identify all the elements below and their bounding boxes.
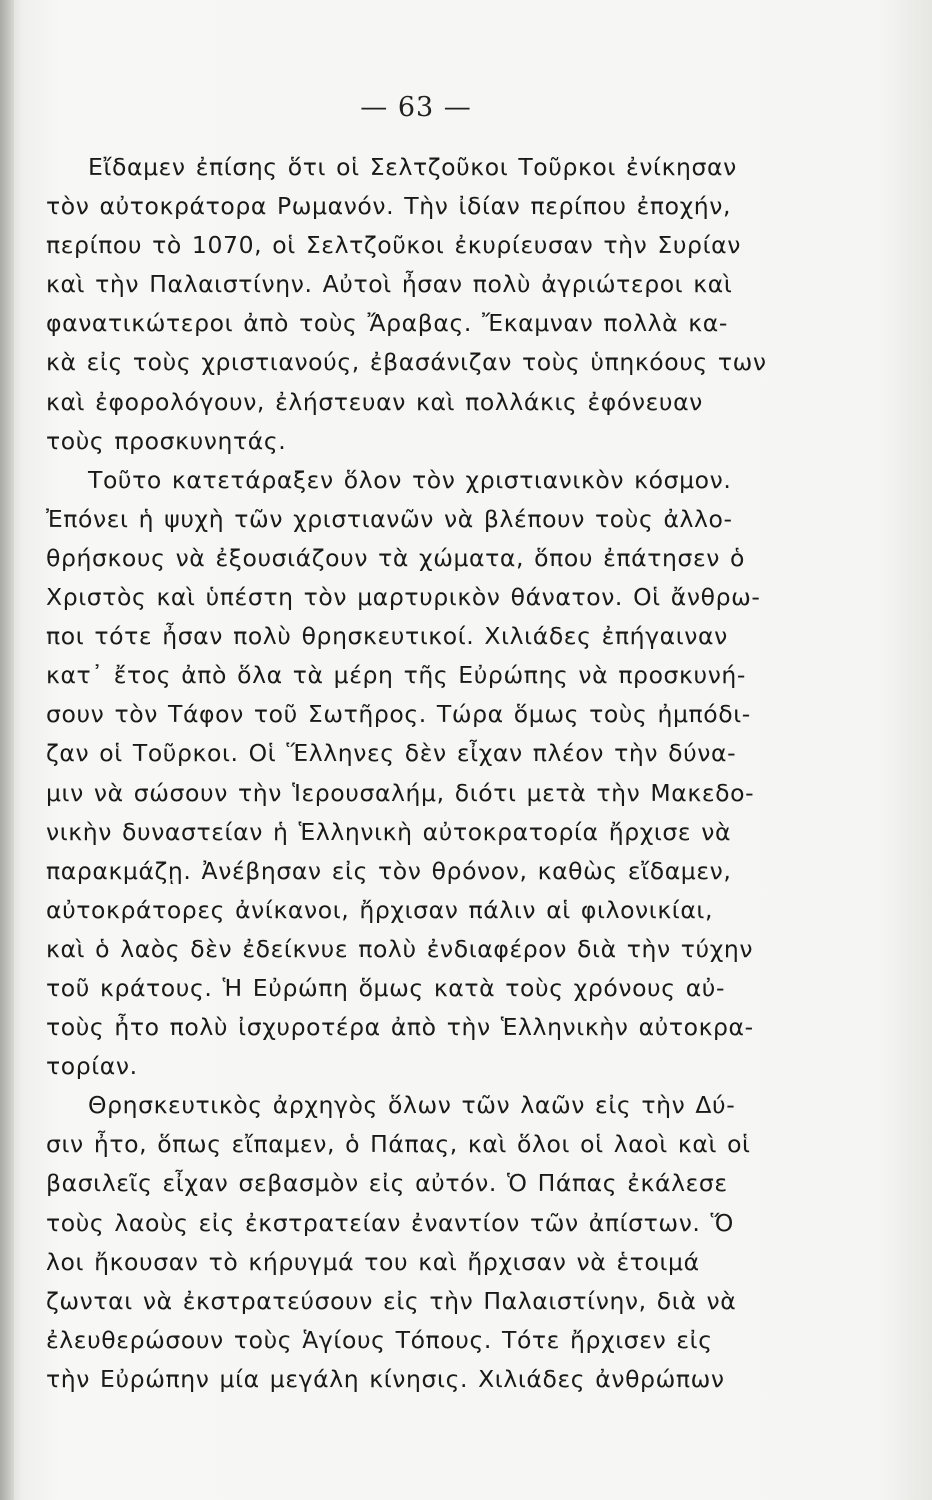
text-line: ζαν οἱ Τοῦρκοι. Οἱ Ἕλληνες δὲν εἶχαν πλέον τὴν δύνα- [46, 739, 737, 768]
text-line: λοι ἤκουσαν τὸ κήρυγμά του καὶ ἤρχισαν νὰ ἑτοιμά [46, 1247, 700, 1276]
text-line: τοὺς ἦτο πολὺ ἰσχυροτέρα ἀπὸ τὴν Ἑλληνικὴν αὐτοκρα- [46, 1013, 754, 1042]
text-line: κὰ εἰς τοὺς χριστιανούς, ἐβασάνιζαν τοὺς ὑπηκόους των [46, 348, 767, 377]
text-line: σουν τὸν Τάφον τοῦ Σωτῆρος. Τώρα ὅμως τοὺς ἠμπόδι- [46, 700, 751, 729]
text-line: νικὴν δυναστείαν ἡ Ἑλληνικὴ αὐτοκρατορία ἤρχισε νὰ [46, 817, 732, 846]
text-line: Τοῦτο κατετάραξεν ὅλον τὸν χριστιανικὸν κόσμον. [88, 465, 732, 494]
text-line: Εἴδαμεν ἐπίσης ὅτι οἱ Σελτζοῦκοι Τοῦρκοι ἐνίκησαν [88, 153, 737, 181]
text-line: αὐτοκράτορες ἀνίκανοι, ἤρχισαν πάλιν αἱ φιλονικίαι, [46, 895, 714, 924]
text-line: παρακμάζῃ. Ἀνέβησαν εἰς τὸν θρόνον, καθὼς εἴδαμεν, [46, 856, 732, 885]
text-line: περίπου τὸ 1070, οἱ Σελτζοῦκοι ἐκυρίευσαν τὴν Συρίαν [46, 231, 741, 260]
text-line: καὶ τὴν Παλαιστίνην. Αὐτοὶ ἦσαν πολὺ ἀγριώτεροι καὶ [46, 270, 733, 299]
text-line: τοὺς προσκυνητάς. [46, 426, 287, 455]
text-line: τορίαν. [46, 1052, 138, 1081]
text-line: Θρησκευτικὸς ἀρχηγὸς ὅλων τῶν λαῶν εἰς τὴν Δύ- [88, 1091, 736, 1120]
text-line: σιν ἦτο, ὅπως εἴπαμεν, ὁ Πάπας, καὶ ὅλοι οἱ λαοὶ καὶ οἱ [46, 1130, 751, 1159]
text-line: τὸν αὐτοκράτορα Ρωμανόν. Τὴν ἰδίαν περίπου ἐποχήν, [46, 192, 732, 221]
text-line: φανατικώτεροι ἀπὸ τοὺς Ἄραβας. Ἔκαμναν πολλὰ κα- [46, 309, 728, 338]
text-line: θρήσκους νὰ ἐξουσιάζουν τὰ χώματα, ὅπου ἐπάτησεν ὁ [46, 543, 746, 572]
text-line: καὶ ἐφορολόγουν, ἐλήστευαν καὶ πολλάκις ἐφόνευαν [46, 387, 703, 416]
text-line: τοῦ κράτους. Ἡ Εὐρώπη ὅμως κατὰ τοὺς χρόνους αὐ- [46, 973, 726, 1002]
text-line: τὴν Εὐρώπην μία μεγάλη κίνησις. Χιλιάδες ἀνθρώπων [46, 1364, 725, 1393]
page-number: — 63 — [360, 92, 472, 123]
binding-gutter [0, 0, 14, 1500]
text-line: καὶ ὁ λαὸς δὲν ἐδείκνυε πολὺ ἐνδιαφέρον διὰ τὴν τύχην [46, 934, 754, 963]
text-line: Ἐπόνει ἡ ψυχὴ τῶν χριστιανῶν νὰ βλέπουν τοὺς ἀλλο- [46, 504, 733, 533]
text-line: βασιλεῖς εἶχαν σεβασμὸν εἰς αὐτόν. Ὁ Πάπας ἐκάλεσε [46, 1169, 728, 1198]
text-line: ἐλευθερώσουν τοὺς Ἁγίους Τόπους. Τότε ἤρχισεν εἰς [46, 1325, 713, 1354]
text-line: τοὺς λαοὺς εἰς ἐκστρατείαν ἐναντίον τῶν ἀπίστων. Ὅ [46, 1208, 734, 1237]
body-text [46, 148, 806, 1399]
text-line: κατ᾽ ἔτος ἀπὸ ὅλα τὰ μέρη τῆς Εὐρώπης νὰ προσκυνή- [46, 661, 746, 690]
text-line: Χριστὸς καὶ ὑπέστη τὸν μαρτυρικὸν θάνατον. Οἱ ἄνθρω- [46, 583, 761, 612]
text-line: ζωνται νὰ ἐκστρατεύσουν εἰς τὴν Παλαιστίνην, διὰ νὰ [46, 1286, 737, 1315]
text-line: ποι τότε ἦσαν πολὺ θρησκευτικοί. Χιλιάδες ἐπήγαιναν [46, 622, 728, 651]
text-line: μιν νὰ σώσουν τὴν Ἱερουσαλήμ, διότι μετὰ τὴν Μακεδο- [46, 778, 755, 807]
